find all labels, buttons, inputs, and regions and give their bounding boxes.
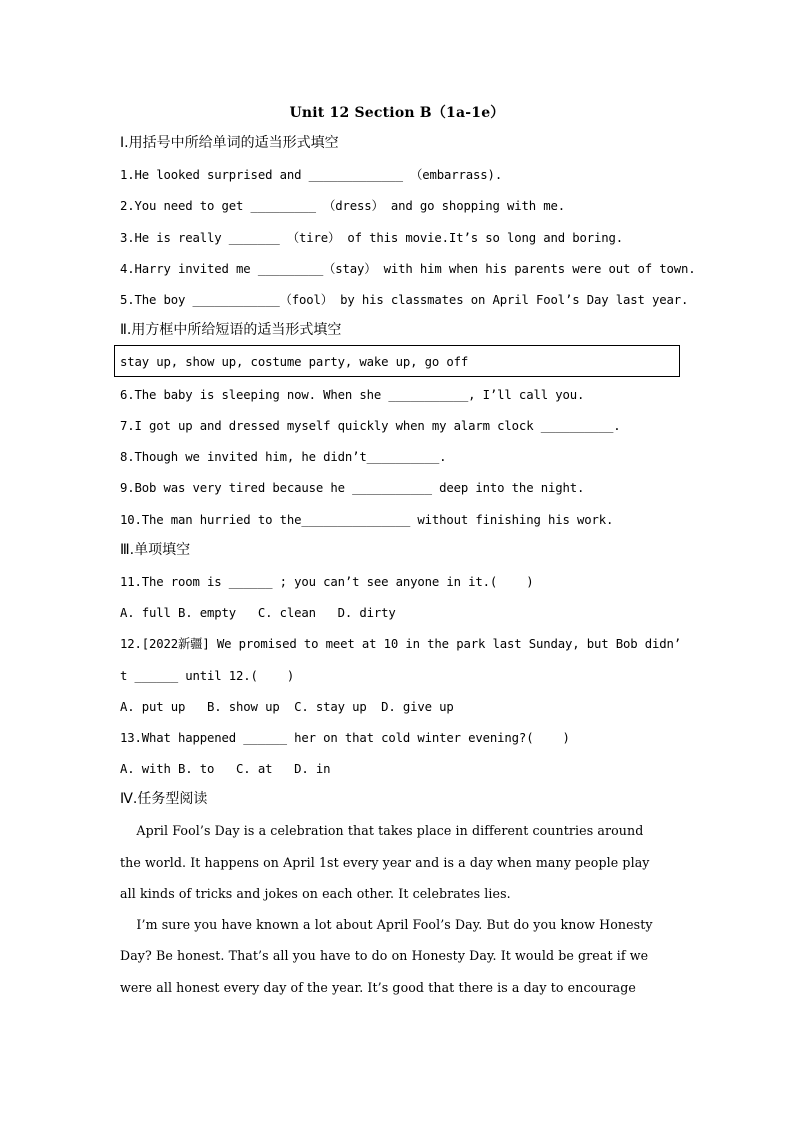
question-5: 5.The boy ____________（fool） by his classmates on April Fool’s Day last year. xyxy=(120,293,689,307)
question-11: 11.The room is ______ ; you can’t see anyone in it.( ) xyxy=(120,575,534,589)
question-8: 8.Though we invited him, he didn’t__________. xyxy=(120,450,447,464)
question-13-options: A. with B. to C. at D. in xyxy=(120,762,331,776)
reading-line-4: I’m sure you have known a lot about April Fool’s Day. But do you know Honesty xyxy=(120,917,653,932)
section-4-heading: Ⅳ.任务型阅读 xyxy=(120,791,208,807)
question-11-options: A. full B. empty C. clean D. dirty xyxy=(120,606,396,620)
section-1-heading: Ⅰ.用括号中所给单词的适当形式填空 xyxy=(120,135,339,151)
question-7: 7.I got up and dressed myself quickly when my alarm clock __________. xyxy=(120,419,621,433)
question-12-continued: t ______ until 12.( ) xyxy=(120,669,295,683)
question-13: 13.What happened ______ her on that cold winter evening?( ) xyxy=(120,731,570,745)
section-3-heading: Ⅲ.单项填空 xyxy=(120,542,191,558)
question-3: 3.He is really _______ （tire） of this movie.It’s so long and boring. xyxy=(120,231,624,245)
reading-line-6: were all honest every day of the year. It’s good that there is a day to encourage xyxy=(120,980,636,995)
question-12-options: A. put up B. show up C. stay up D. give up xyxy=(120,700,454,714)
page-title: Unit 12 Section B（1a-1e） xyxy=(289,105,505,121)
phrase-box-text: stay up, show up, costume party, wake up, go off xyxy=(120,355,469,369)
question-9: 9.Bob was very tired because he ___________ deep into the night. xyxy=(120,481,585,495)
reading-line-5: Day? Be honest. That’s all you have to do on Honesty Day. It would be great if we xyxy=(120,948,649,963)
question-12: 12.[2022新疆] We promised to meet at 10 in the park last Sunday, but Bob didn’ xyxy=(120,637,682,651)
section-2-heading: Ⅱ.用方框中所给短语的适当形式填空 xyxy=(120,322,342,338)
question-1: 1.He looked surprised and _____________ （embarrass). xyxy=(120,168,503,182)
question-2: 2.You need to get _________ （dress） and go shopping with me. xyxy=(120,199,565,213)
reading-line-2: the world. It happens on April 1st every year and is a day when many people play xyxy=(120,855,650,870)
phrase-box xyxy=(114,345,680,377)
question-6: 6.The baby is sleeping now. When she ___________, I’ll call you. xyxy=(120,388,585,402)
question-10: 10.The man hurried to the_______________ without finishing his work. xyxy=(120,513,614,527)
reading-line-1: April Fool’s Day is a celebration that takes place in different countries around xyxy=(120,823,644,838)
question-4: 4.Harry invited me _________（stay） with him when his parents were out of town. xyxy=(120,262,696,276)
reading-line-3: all kinds of tricks and jokes on each other. It celebrates lies. xyxy=(120,886,511,901)
